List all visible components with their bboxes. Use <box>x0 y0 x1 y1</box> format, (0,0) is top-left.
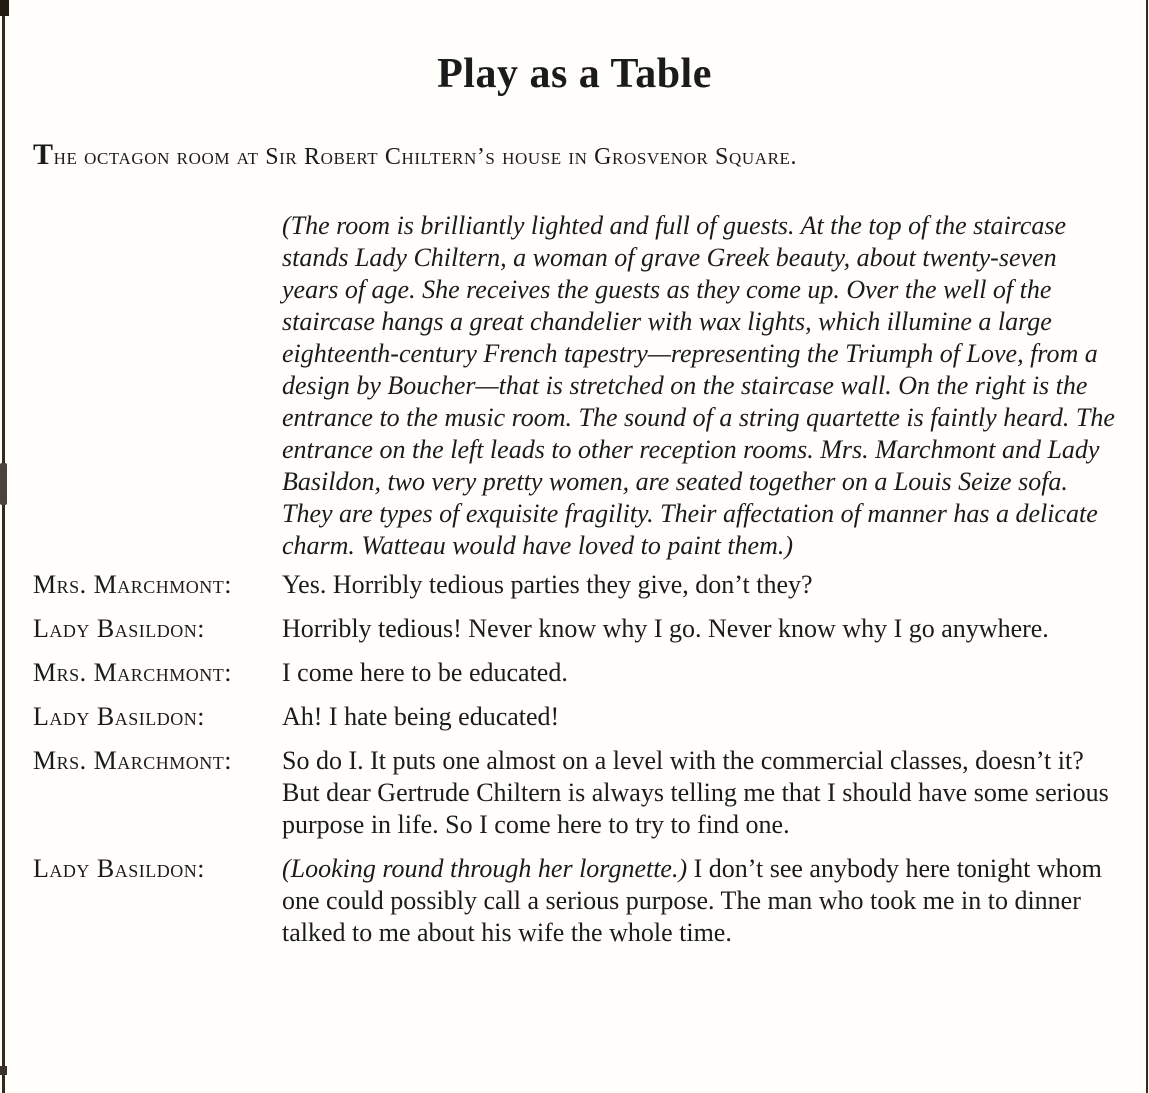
table-right-border <box>1146 0 1148 1093</box>
left-edge-mark <box>0 463 7 505</box>
scene-heading-text: he octagon room at Sir Robert Chiltern’s house in Grosvenor Square. <box>53 144 798 170</box>
table-left-border <box>2 0 5 1093</box>
dialogue-line <box>282 701 1118 733</box>
inline-stage-direction: (Looking round through her lorgnette.) <box>282 854 688 883</box>
dialogue-text: Ah! I hate being educated! <box>282 702 560 731</box>
top-left-corner-mark <box>0 0 9 16</box>
dialogue-text: Horribly tedious! Never know why I go. Never know why I go anywhere. <box>282 614 1049 643</box>
dialogue-line <box>282 853 1118 949</box>
speaker-name: Mrs. Marchmont: <box>33 746 232 775</box>
dialogue-text: Yes. Horribly tedious parties they give, don’t they? <box>282 570 813 599</box>
speaker-name: Mrs. Marchmont: <box>33 570 232 599</box>
speaker-name: Mrs. Marchmont: <box>33 658 232 687</box>
dialogue-line <box>282 657 1118 689</box>
dialogue-line <box>282 613 1118 645</box>
dialogue-text: So do I. It puts one almost on a level with the commercial classes, doesn’t it? But dear Gertrude Chiltern is always telling me that I should have some serious purpose in life. So I come here to try to find one. <box>282 746 1109 839</box>
play-table <box>33 210 1118 949</box>
speaker-name: Lady Basildon: <box>33 614 205 643</box>
stage-direction-text: (The room is brilliantly lighted and full of guests. At the top of the staircase stands Lady Chiltern, a woman of grave Greek beauty, about twenty-seven years of age. She receives the guests as they come up. Over the well of the staircase hangs a great chandelier with wax lights, which illumine a large eighteenth-century French tapestry—representing the Triumph of Love, from a design by Boucher—that is stretched on the staircase wall. On the right is the entrance to the music room. The sound of a string quartette is faintly heard. The entrance on the left leads to other reception rooms. Mrs. Marchmont and Lady Basildon, two very pretty women, are seated together on a Louis Seize sofa. They are types of exquisite fragility. Their affectation of manner has a delicate charm. Watteau would have loved to paint them.) <box>282 211 1115 560</box>
dialogue-line <box>282 745 1118 841</box>
scene-heading <box>33 140 1118 172</box>
scene-heading-first-letter: T <box>33 138 54 171</box>
dialogue-row-1 <box>33 569 1118 601</box>
dialogue-line <box>282 569 1118 601</box>
speaker-name: Lady Basildon: <box>33 702 205 731</box>
dialogue-row-5 <box>33 745 1118 841</box>
dialogue-row-6 <box>33 853 1118 949</box>
dialogue-row-3 <box>33 657 1118 689</box>
left-edge-tick <box>0 1066 7 1075</box>
speaker-name: Lady Basildon: <box>33 854 205 883</box>
dialogue-text: I don’t see anybody here tonight whom one could possibly call a serious purpose. The man who took me in to dinner talked to me about his wife the whole time. <box>282 854 1102 947</box>
dialogue-row-4 <box>33 701 1118 733</box>
dialogue-row-2 <box>33 613 1118 645</box>
dialogue-text: I come here to be educated. <box>282 658 568 687</box>
stage-direction-row <box>33 210 1118 562</box>
page-title: Play as a Table <box>437 51 712 97</box>
